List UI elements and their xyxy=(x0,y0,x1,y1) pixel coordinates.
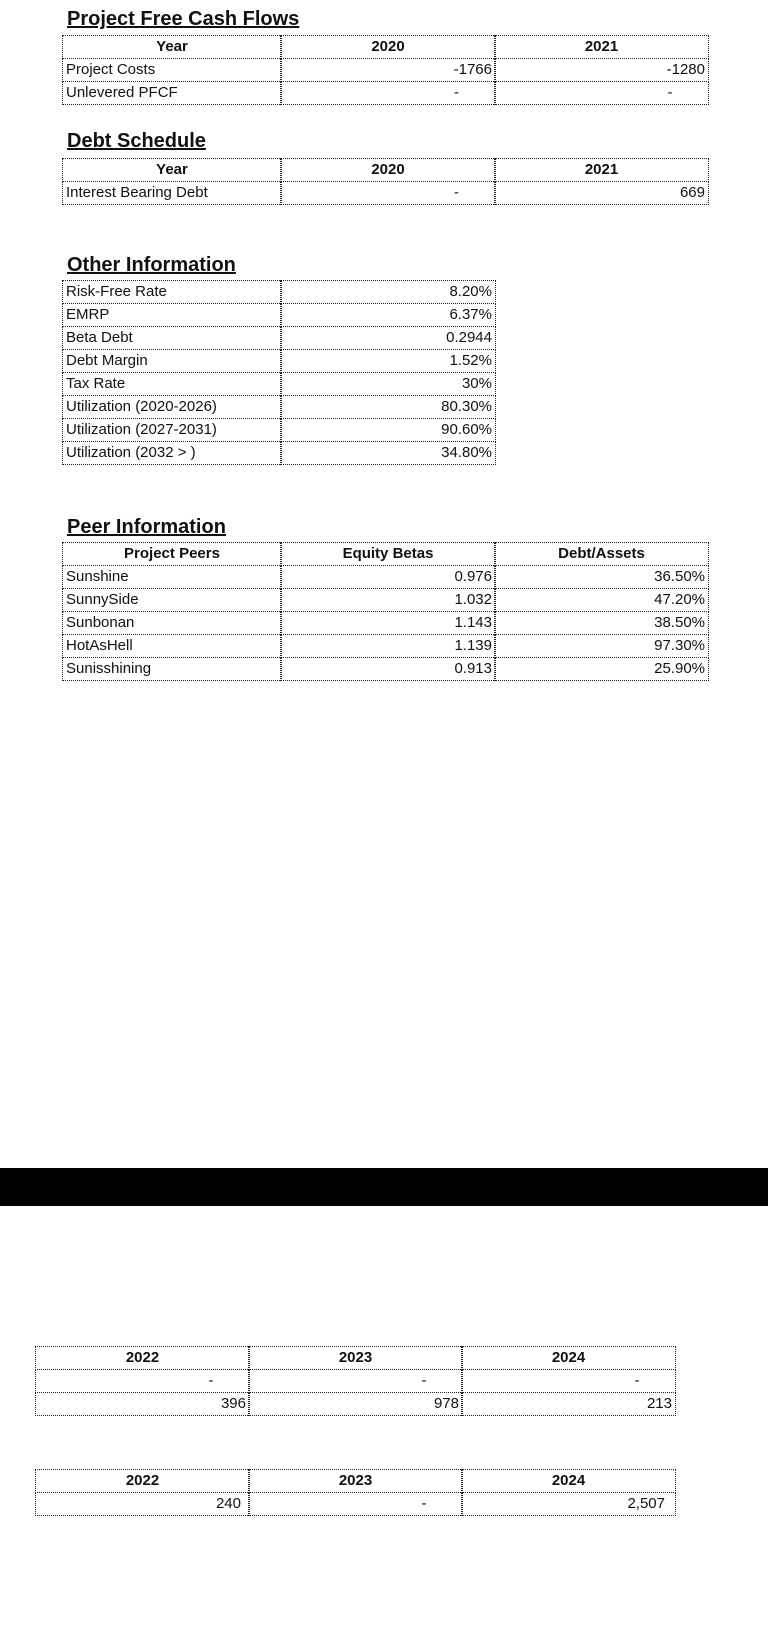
peer-da[interactable]: 47.20% xyxy=(494,588,709,612)
peer-beta[interactable]: 1.143 xyxy=(280,611,496,635)
other-value[interactable]: 90.60% xyxy=(280,418,496,442)
other-value[interactable]: 1.52% xyxy=(280,349,496,373)
peer-da[interactable]: 25.90% xyxy=(494,657,709,681)
pfcf-title: Project Free Cash Flows xyxy=(67,8,300,30)
other-label[interactable]: Utilization (2032 > ) xyxy=(62,441,282,465)
peer-beta[interactable]: 1.139 xyxy=(280,634,496,658)
pfcf-cont-header[interactable]: 2024 xyxy=(461,1346,676,1370)
debt-header-2021[interactable]: 2021 xyxy=(494,158,709,182)
other-value[interactable]: 6.37% xyxy=(280,303,496,327)
debt-cont-header[interactable]: 2022 xyxy=(35,1469,250,1493)
other-title: Other Information xyxy=(67,254,236,276)
pfcf-cont-cell[interactable]: 396 xyxy=(35,1392,250,1416)
peers-title: Peer Information xyxy=(67,516,226,538)
peer-da[interactable]: 38.50% xyxy=(494,611,709,635)
peer-da[interactable]: 97.30% xyxy=(494,634,709,658)
other-value[interactable]: 80.30% xyxy=(280,395,496,419)
pfcf-cell[interactable]: - xyxy=(280,81,496,105)
peer-beta[interactable]: 0.976 xyxy=(280,565,496,589)
other-value[interactable]: 30% xyxy=(280,372,496,396)
other-label[interactable]: Tax Rate xyxy=(62,372,282,396)
pfcf-cont-header[interactable]: 2023 xyxy=(248,1346,463,1370)
pfcf-header-year[interactable]: Year xyxy=(62,35,282,59)
other-label[interactable]: Debt Margin xyxy=(62,349,282,373)
other-label[interactable]: EMRP xyxy=(62,303,282,327)
debt-row-label[interactable]: Interest Bearing Debt xyxy=(62,181,282,205)
debt-cont-cell[interactable]: - xyxy=(248,1492,463,1516)
debt-header-2020[interactable]: 2020 xyxy=(280,158,496,182)
pfcf-cell[interactable]: - xyxy=(494,81,709,105)
pfcf-cell[interactable]: -1280 xyxy=(494,58,709,82)
other-label[interactable]: Utilization (2027-2031) xyxy=(62,418,282,442)
peer-name[interactable]: HotAsHell xyxy=(62,634,282,658)
pfcf-cont-cell[interactable]: - xyxy=(461,1369,676,1393)
pfcf-cont-header[interactable]: 2022 xyxy=(35,1346,250,1370)
debt-cont-cell[interactable]: 240 xyxy=(35,1492,250,1516)
page-break-band xyxy=(0,1168,768,1206)
debt-cont-header[interactable]: 2023 xyxy=(248,1469,463,1493)
peer-da[interactable]: 36.50% xyxy=(494,565,709,589)
other-value[interactable]: 0.2944 xyxy=(280,326,496,350)
pfcf-row-label[interactable]: Unlevered PFCF xyxy=(62,81,282,105)
pfcf-header-2020[interactable]: 2020 xyxy=(280,35,496,59)
other-label[interactable]: Beta Debt xyxy=(62,326,282,350)
peers-header-beta[interactable]: Equity Betas xyxy=(280,542,496,566)
debt-cell[interactable]: - xyxy=(280,181,496,205)
peers-header-name[interactable]: Project Peers xyxy=(62,542,282,566)
other-label[interactable]: Risk-Free Rate xyxy=(62,280,282,304)
pfcf-cont-cell[interactable]: 978 xyxy=(248,1392,463,1416)
pfcf-cont-cell[interactable]: - xyxy=(248,1369,463,1393)
pfcf-cell[interactable]: -1766 xyxy=(280,58,496,82)
pfcf-row-label[interactable]: Project Costs xyxy=(62,58,282,82)
pfcf-header-2021[interactable]: 2021 xyxy=(494,35,709,59)
debt-header-year[interactable]: Year xyxy=(62,158,282,182)
debt-cont-header[interactable]: 2024 xyxy=(461,1469,676,1493)
peer-name[interactable]: Sunbonan xyxy=(62,611,282,635)
other-label[interactable]: Utilization (2020-2026) xyxy=(62,395,282,419)
peer-name[interactable]: SunnySide xyxy=(62,588,282,612)
debt-cont-cell[interactable]: 2,507 xyxy=(461,1492,676,1516)
other-value[interactable]: 8.20% xyxy=(280,280,496,304)
pfcf-cont-cell[interactable]: - xyxy=(35,1369,250,1393)
debt-title: Debt Schedule xyxy=(67,130,206,152)
debt-cell[interactable]: 669 xyxy=(494,181,709,205)
peer-beta[interactable]: 1.032 xyxy=(280,588,496,612)
peer-name[interactable]: Sunisshining xyxy=(62,657,282,681)
peer-name[interactable]: Sunshine xyxy=(62,565,282,589)
peers-header-da[interactable]: Debt/Assets xyxy=(494,542,709,566)
pfcf-cont-cell[interactable]: 213 xyxy=(461,1392,676,1416)
peer-beta[interactable]: 0.913 xyxy=(280,657,496,681)
other-value[interactable]: 34.80% xyxy=(280,441,496,465)
